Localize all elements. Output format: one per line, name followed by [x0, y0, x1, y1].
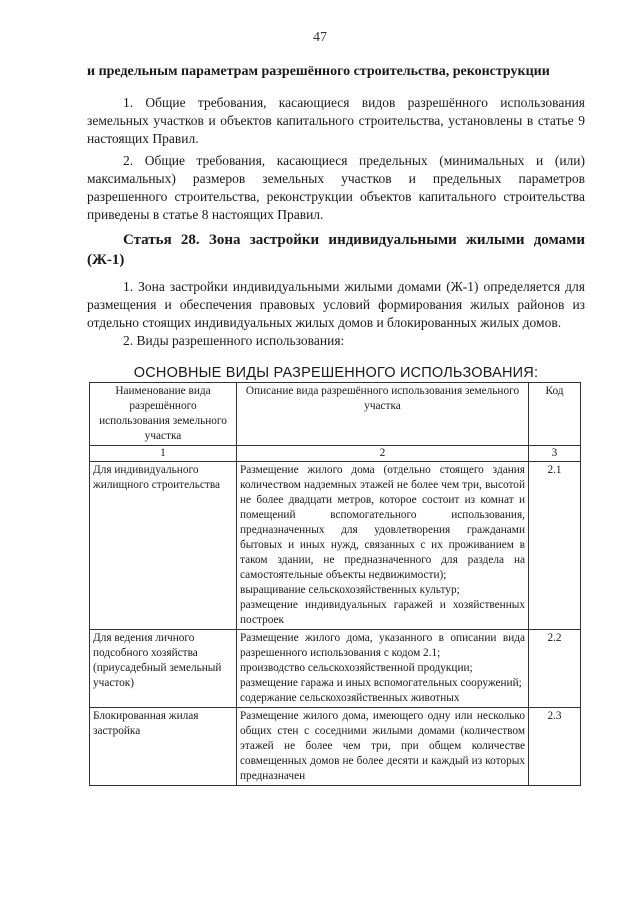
column-header-name: Наименование вида разрешённого использования земельного участка	[90, 383, 237, 446]
section-heading-continuation: и предельным параметрам разрешённого строительства, реконструкции	[87, 64, 550, 79]
permitted-uses-table	[89, 382, 581, 786]
column-number-row	[90, 446, 581, 462]
use-name: Для ведения личного подсобного хозяйства (приусадебный земельный участок)	[90, 630, 237, 708]
use-description	[237, 462, 529, 630]
description-line: производство сельскохозяйственной продукции;	[240, 662, 473, 674]
paragraph: 2. Виды разрешенного использования:	[123, 333, 345, 348]
table-row	[90, 708, 581, 786]
table-title: ОСНОВНЫЕ ВИДЫ РАЗРЕШЕННОГО ИСПОЛЬЗОВАНИЯ:	[133, 365, 539, 381]
column-header-description: Описание вида разрешённого использования земельного участка	[237, 383, 529, 446]
description-line: размещение индивидуальных гаражей и хозяйственных построек	[240, 599, 525, 626]
description-line: Размещение жилого дома, имеющего одну или несколько общих стен с соседними жилыми домами (количеством этажей не более чем три, при общем количестве совмещенных домов не более десяти и каждый из которых предназначен	[240, 710, 525, 782]
table-header-row	[90, 383, 581, 446]
use-description	[237, 708, 529, 786]
page-number: 47	[313, 30, 327, 45]
use-code: 2.1	[529, 462, 581, 630]
column-number: 1	[90, 446, 237, 462]
use-description	[237, 630, 529, 708]
table-row	[90, 462, 581, 630]
description-line: Размещение жилого дома, указанного в описании вида разрешенного использования с кодом 2.1;	[240, 632, 525, 659]
use-code: 2.3	[529, 708, 581, 786]
description-line: размещение гаража и иных вспомогательных сооружений;	[240, 677, 522, 689]
use-name: Блокированная жилая застройка	[90, 708, 237, 786]
paragraph: 2. Общие требования, касающиеся предельных (минимальных и (или) максимальных) размеров земельных участков и предельных параметров разрешенного строительства, реконструкции объектов капитального строительства приведены в статье 8 настоящих Правил.	[87, 153, 585, 222]
use-name: Для индивидуального жилищного строительства	[90, 462, 237, 630]
description-line: содержание сельскохозяйственных животных	[240, 692, 460, 704]
use-code: 2.2	[529, 630, 581, 708]
column-number: 3	[529, 446, 581, 462]
article-title: Статья 28. Зона застройки индивидуальными жилыми домами (Ж-1)	[87, 232, 585, 268]
paragraph: 1. Общие требования, касающиеся видов разрешённого использования земельных участков и объектов капитального строительства, установлены в статье 9 настоящих Правил.	[87, 95, 585, 146]
table-row	[90, 630, 581, 708]
column-header-code: Код	[529, 383, 581, 446]
column-number: 2	[237, 446, 529, 462]
document-body	[87, 62, 585, 786]
paragraph: 1. Зона застройки индивидуальными жилыми домами (Ж-1) определяется для размещения и обеспечения правовых условий формирования жилых районов из отдельно стоящих индивидуальных жилых домов и блокированных жилых домов.	[87, 279, 585, 330]
description-line: выращивание сельскохозяйственных культур;	[240, 584, 460, 596]
description-line: Размещение жилого дома (отдельно стоящего здания количеством надземных этажей не более чем три, высотой не более двадцати метров, которое состоит из комнат и помещений вспомогательного использования, предназначенных для удовлетворения гражданами бытовых и иных нужд, связанных с их проживанием в таком здании, не предназначенного для раздела на самостоятельные объекты недвижимости);	[240, 464, 525, 581]
